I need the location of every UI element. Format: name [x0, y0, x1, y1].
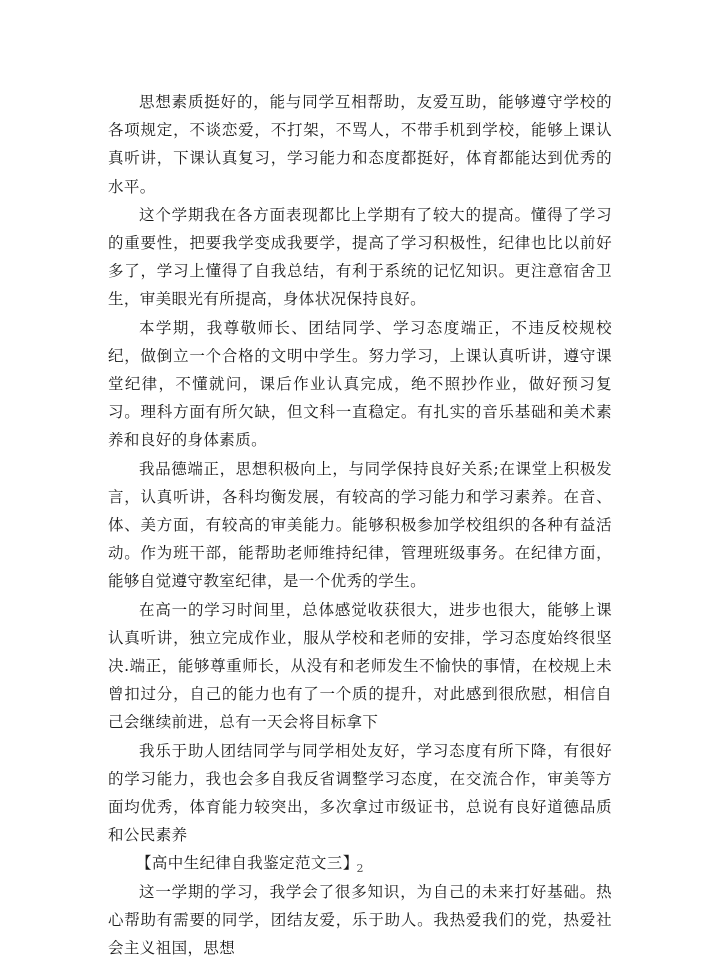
- section-heading: 【高中生纪律自我鉴定范文三】: [136, 854, 359, 873]
- document-body: [108, 88, 612, 962]
- paragraph-5: 在高一的学习时间里，总体感觉收获很大，进步也很大，能够上课认真听讲，独立完成作业，服从学校和老师的安排，学习态度始终很坚决.端正，能够尊重师长，从没有和老师发生不愉快的事情，在校规上未曾扣过分，自己的能力也有了一个质的提升，对此感到很欣慰，相信自己会继续前进，总有一天会将目标拿下: [108, 600, 612, 732]
- page-number: 2: [356, 862, 364, 875]
- paragraph-3: 本学期，我尊敬师长、团结同学、学习态度端正，不违反校规校纪，做倒立一个合格的文明中学生。努力学习，上课认真听讲，遵守课堂纪律，不懂就问，课后作业认真完成，绝不照抄作业，做好预习复习。理科方面有所欠缺，但文科一直稳定。有扎实的音乐基础和美术素养和良好的身体素质。: [108, 318, 612, 450]
- paragraph-4: 我品德端正，思想积极向上，与同学保持良好关系;在课堂上积极发言，认真听讲，各科均衡发展，有较高的学习能力和学习素养。在音、体、美方面，有较高的审美能力。能够积极参加学校组织的各种有益活动。作为班干部，能帮助老师维持纪律，管理班级事务。在纪律方面，能够自觉遵守教室纪律，是一个优秀的学生。: [108, 459, 612, 591]
- paragraph-closing: 这一学期的学习，我学会了很多知识，为自己的未来打好基础。热心帮助有需要的同学，团结友爱，乐于助人。我热爱我们的党，热爱社会主义祖国，思想: [108, 882, 612, 958]
- paragraph-2: 这个学期我在各方面表现都比上学期有了较大的提高。懂得了学习的重要性，把要我学变成我要学，提高了学习积极性，纪律也比以前好多了，学习上懂得了自我总结，有利于系统的记忆知识。更注意宿舍卫生，审美眼光有所提高，身体状况保持良好。: [108, 205, 612, 309]
- paragraph-6: 我乐于助人团结同学与同学相处友好，学习态度有所下降，有很好的学习能力，我也会多自我反省调整学习态度，在交流合作，审美等方面均优秀，体育能力较突出，多次拿过市级证书，总说有良好道德品质和公民素养: [108, 741, 612, 845]
- paragraph-1: 思想素质挺好的，能与同学互相帮助，友爱互助，能够遵守学校的各项规定，不谈恋爱，不打架，不骂人，不带手机到学校，能够上课认真听讲，下课认真复习，学习能力和态度都挺好，体育都能达到优秀的水平。: [108, 93, 612, 196]
